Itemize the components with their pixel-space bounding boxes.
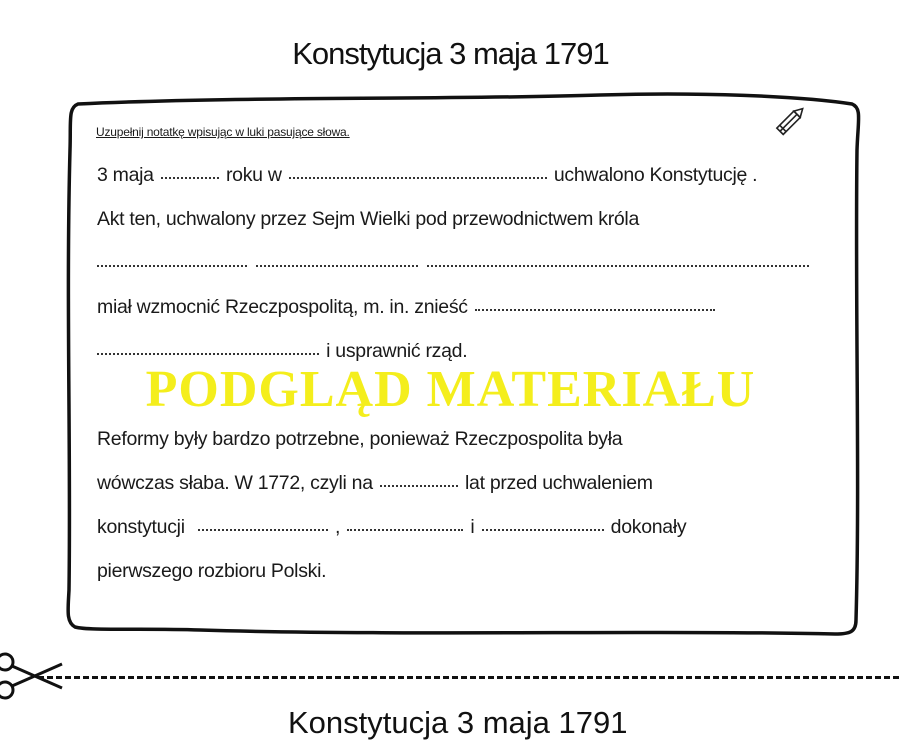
blank-years[interactable] (380, 485, 458, 487)
note-line-8: konstytucji , i dokonały (97, 516, 687, 538)
blank-country-2[interactable] (347, 529, 463, 531)
note-line-5: i usprawnić rząd. (97, 340, 467, 363)
blank-king-3[interactable] (427, 265, 809, 267)
blank-king-2[interactable] (256, 265, 418, 267)
instruction-text: Uzupełnij notatkę wpisując w luki pasujące słowa. (96, 125, 350, 139)
page-title: Konstytucja 3 maja 1791 (292, 36, 609, 71)
blank-country-1[interactable] (198, 529, 328, 531)
blank-abolish[interactable] (475, 309, 715, 311)
note-line-7: wówczas słaba. W 1772, czyli na lat przed uchwaleniem (97, 472, 653, 494)
blank-city[interactable] (289, 177, 547, 179)
pencil-icon (770, 100, 812, 142)
note-line-9: pierwszego rozbioru Polski. (97, 560, 327, 582)
blank-king-1[interactable] (97, 265, 247, 267)
watermark: PODGLĄD MATERIAŁU (145, 361, 756, 418)
note-line-4: miał wzmocnić Rzeczpospolitą, m. in. znieść (97, 296, 717, 319)
note-line-6: Reformy były bardzo potrzebne, ponieważ Rzeczpospolita była (97, 428, 623, 450)
cut-line (38, 676, 901, 679)
note-line-1: 3 maja roku w uchwalono Konstytucję . (97, 164, 758, 186)
blank-country-3[interactable] (482, 529, 604, 531)
blank-abolish-2[interactable] (97, 353, 319, 355)
next-page-title: Konstytucja 3 maja 1791 (288, 705, 628, 740)
note-line-2: Akt ten, uchwalony przez Sejm Wielki pod przewodnictwem króla (97, 208, 640, 230)
blank-year[interactable] (161, 177, 219, 179)
note-line-3 (97, 252, 811, 275)
